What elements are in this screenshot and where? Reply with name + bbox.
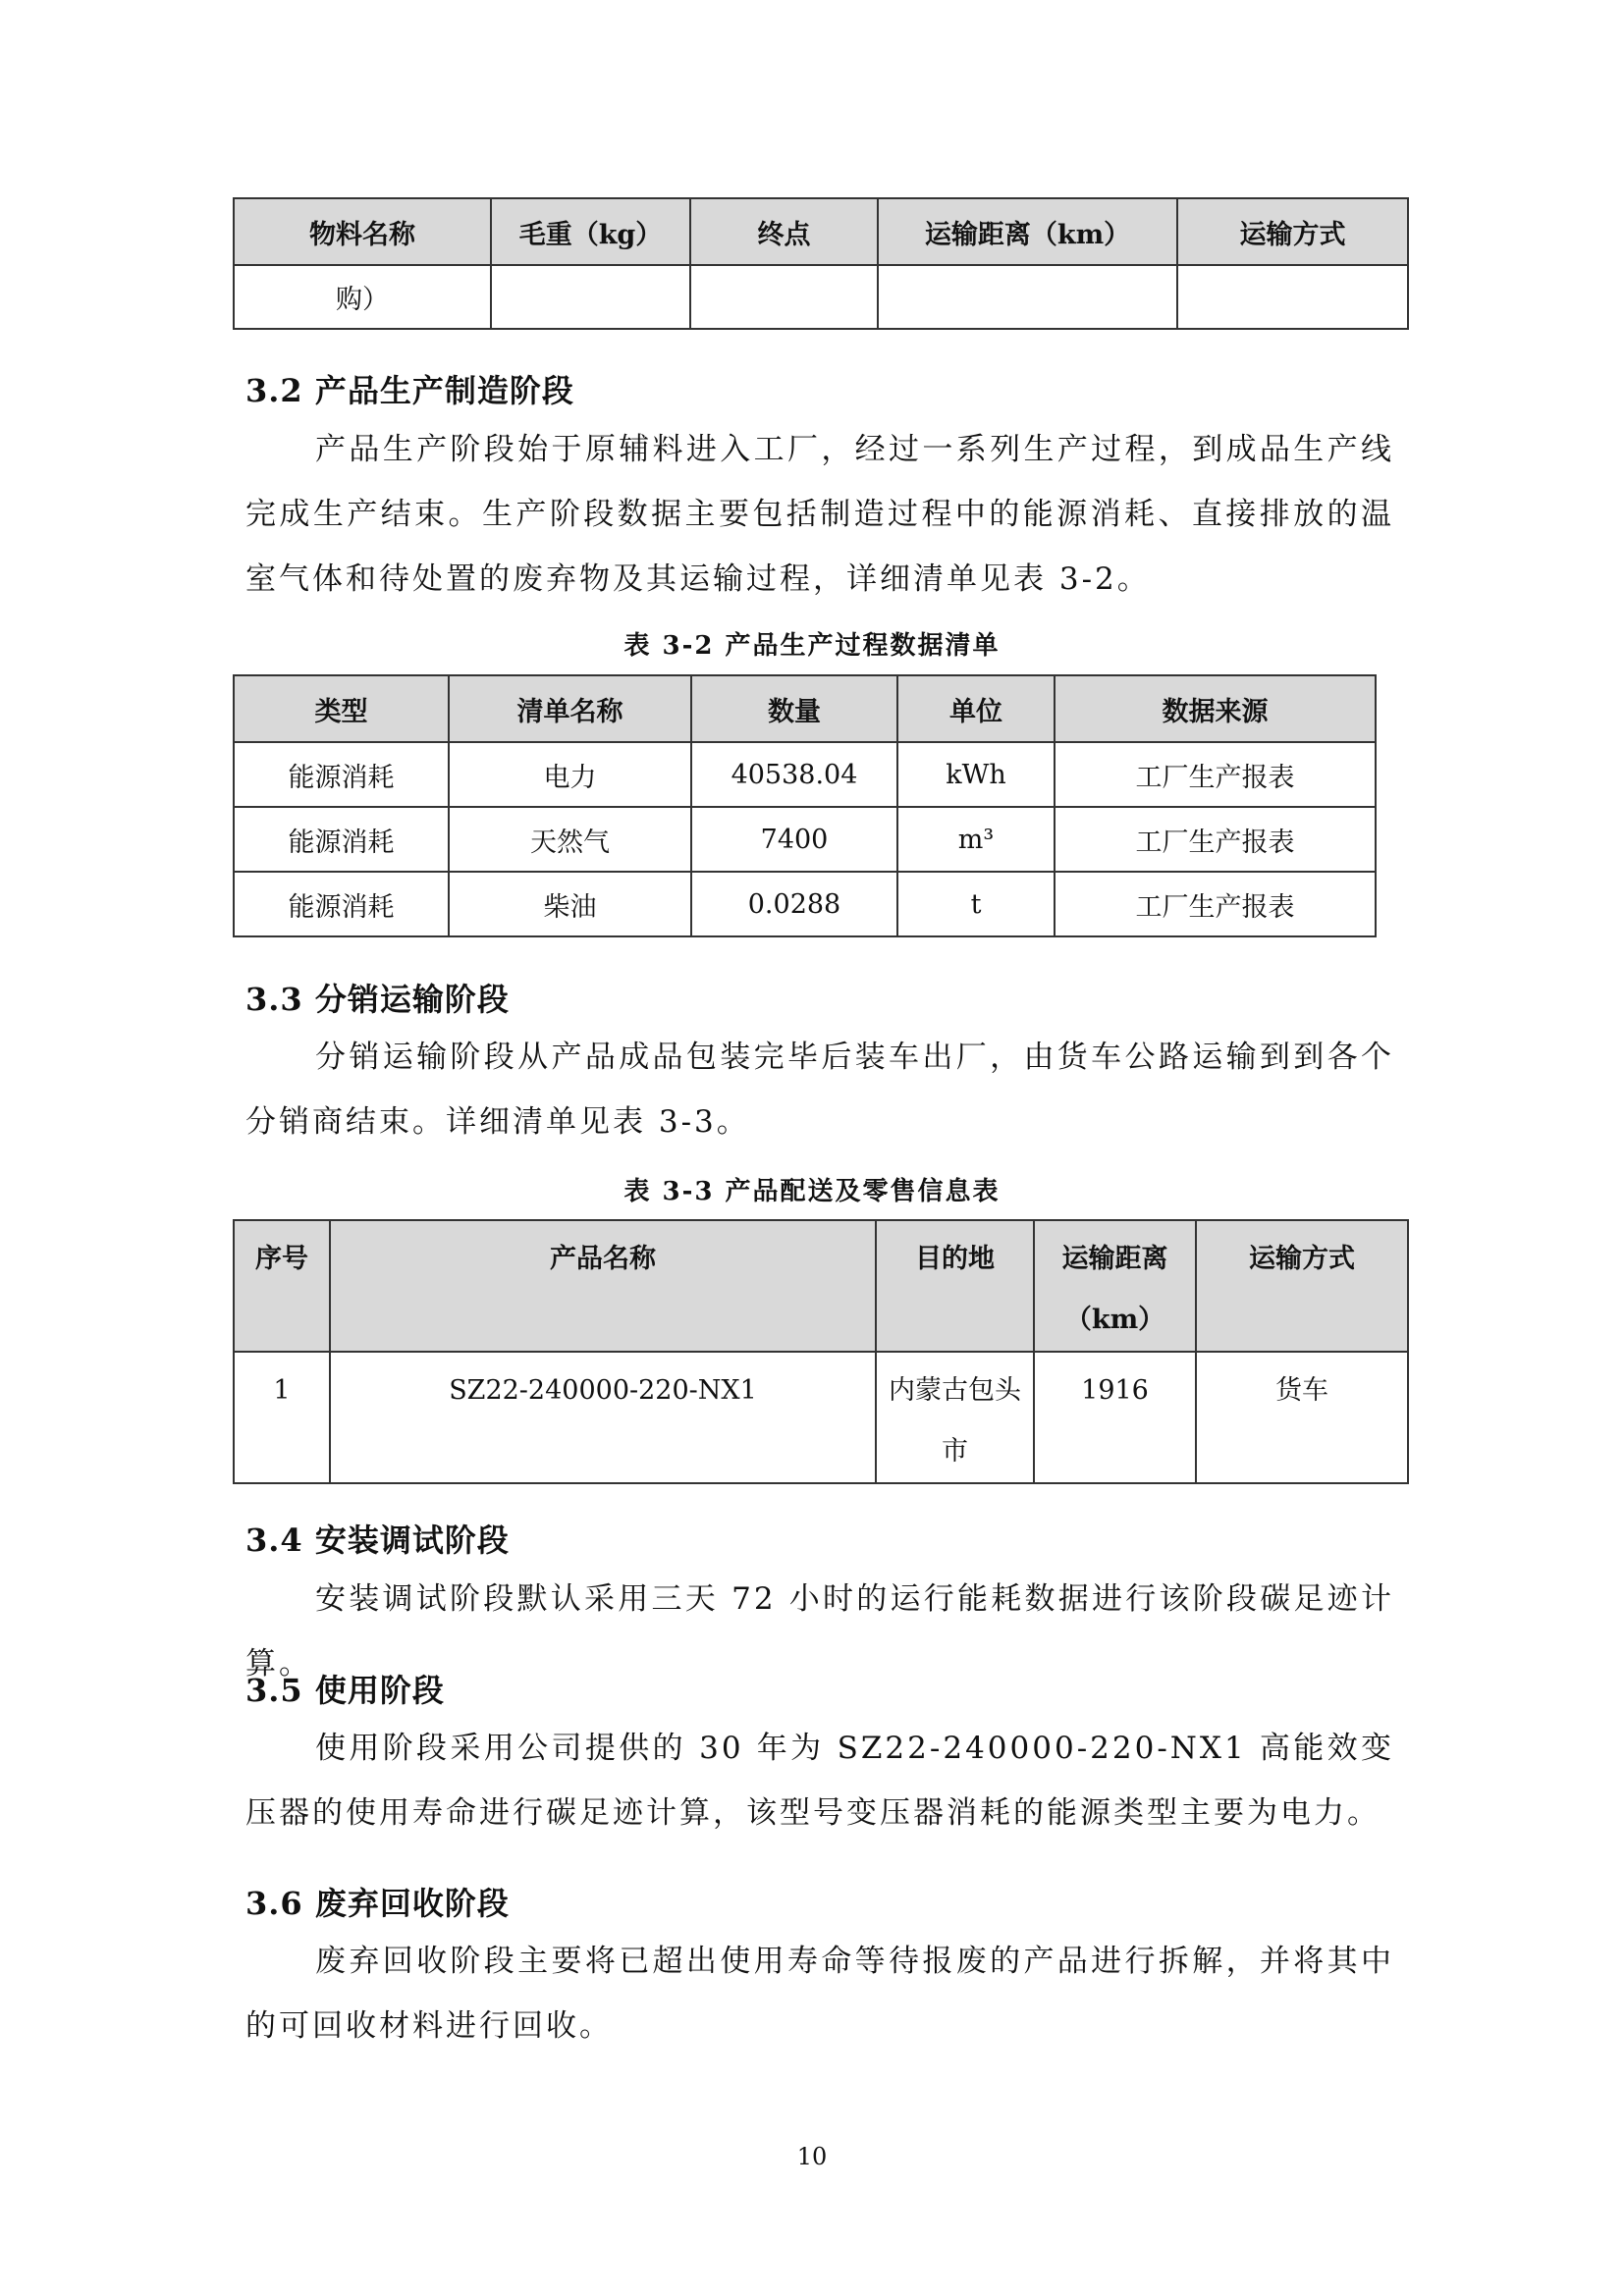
table-row	[234, 1352, 1408, 1483]
table-cell: 能源消耗	[234, 807, 449, 872]
table-caption-3-3: 表 3-3 产品配送及零售信息表	[623, 1177, 1001, 1206]
table-cell: 40538.04	[691, 742, 897, 807]
table-cell: 能源消耗	[234, 872, 449, 936]
table-cell: SZ22-240000-220-NX1	[330, 1352, 876, 1483]
table-cell: 0.0288	[691, 872, 897, 936]
column-header: 数量	[691, 675, 897, 742]
table-header-row	[234, 1220, 1408, 1352]
table-cell: 购）	[234, 265, 491, 329]
table-cell: 柴油	[449, 872, 691, 936]
section-heading-3-2: 3.2 产品生产制造阶段	[245, 372, 574, 409]
column-header: 运输距离（km）	[1034, 1220, 1196, 1352]
table-cell	[491, 265, 690, 329]
table-cell: kWh	[897, 742, 1055, 807]
table-cell: 货车	[1196, 1352, 1408, 1483]
column-header: 运输方式	[1196, 1220, 1408, 1352]
section-paragraph-3-3: 分销运输阶段从产品成品包装完毕后装车出厂，由货车公路运输到到各个分销商结束。详细清单见表 3-3。	[245, 1040, 1394, 1140]
table-header-row	[234, 198, 1408, 265]
table-cell: 能源消耗	[234, 742, 449, 807]
column-header: 产品名称	[330, 1220, 876, 1352]
table-cell: m³	[897, 807, 1055, 872]
column-header: 单位	[897, 675, 1055, 742]
column-header: 序号	[234, 1220, 330, 1352]
table-header-row	[234, 675, 1376, 742]
production-data-table	[233, 674, 1377, 937]
section-paragraph-3-2: 产品生产阶段始于原辅料进入工厂，经过一系列生产过程，到成品生产线完成生产结束。生产阶段数据主要包括制造过程中的能源消耗、直接排放的温室气体和待处置的废弃物及其运输过程，详细清单见表 3-2。	[245, 432, 1394, 597]
table-caption-3-2: 表 3-2 产品生产过程数据清单	[623, 631, 1001, 661]
column-header: 物料名称	[234, 198, 491, 265]
table-cell	[878, 265, 1177, 329]
table-cell: 天然气	[449, 807, 691, 872]
section-heading-3-4: 3.4 安装调试阶段	[245, 1522, 510, 1559]
table-row	[234, 872, 1376, 936]
table-row	[234, 742, 1376, 807]
table-cell: 1916	[1034, 1352, 1196, 1483]
column-header: 目的地	[876, 1220, 1034, 1352]
column-header: 运输方式	[1177, 198, 1408, 265]
section-heading-3-3: 3.3 分销运输阶段	[245, 981, 510, 1018]
table-row	[234, 807, 1376, 872]
page-number: 10	[796, 2143, 828, 2170]
table-cell: t	[897, 872, 1055, 936]
distribution-table	[233, 1219, 1409, 1484]
column-header: 数据来源	[1055, 675, 1376, 742]
table-cell	[1177, 265, 1408, 329]
table-row	[234, 265, 1408, 329]
table-cell: 内蒙古包头市	[876, 1352, 1034, 1483]
table-cell: 工厂生产报表	[1055, 872, 1376, 936]
table-cell: 1	[234, 1352, 330, 1483]
materials-table	[233, 197, 1409, 330]
table-cell: 7400	[691, 807, 897, 872]
column-header: 毛重（kg）	[491, 198, 690, 265]
table-cell: 工厂生产报表	[1055, 742, 1376, 807]
table-cell: 电力	[449, 742, 691, 807]
section-heading-3-6: 3.6 废弃回收阶段	[245, 1885, 510, 1922]
section-paragraph-3-4: 安装调试阶段默认采用三天 72 小时的运行能耗数据进行该阶段碳足迹计算。	[245, 1581, 1394, 1682]
column-header: 运输距离（km）	[878, 198, 1177, 265]
section-paragraph-3-5: 使用阶段采用公司提供的 30 年为 SZ22-240000-220-NX1 高能效变压器的使用寿命进行碳足迹计算，该型号变压器消耗的能源类型主要为电力。	[245, 1731, 1394, 1831]
column-header: 类型	[234, 675, 449, 742]
section-heading-3-5: 3.5 使用阶段	[245, 1672, 445, 1709]
table-cell: 工厂生产报表	[1055, 807, 1376, 872]
column-header: 终点	[690, 198, 878, 265]
section-paragraph-3-6: 废弃回收阶段主要将已超出使用寿命等待报废的产品进行拆解，并将其中的可回收材料进行回收。	[245, 1944, 1394, 2044]
table-cell	[690, 265, 878, 329]
column-header: 清单名称	[449, 675, 691, 742]
